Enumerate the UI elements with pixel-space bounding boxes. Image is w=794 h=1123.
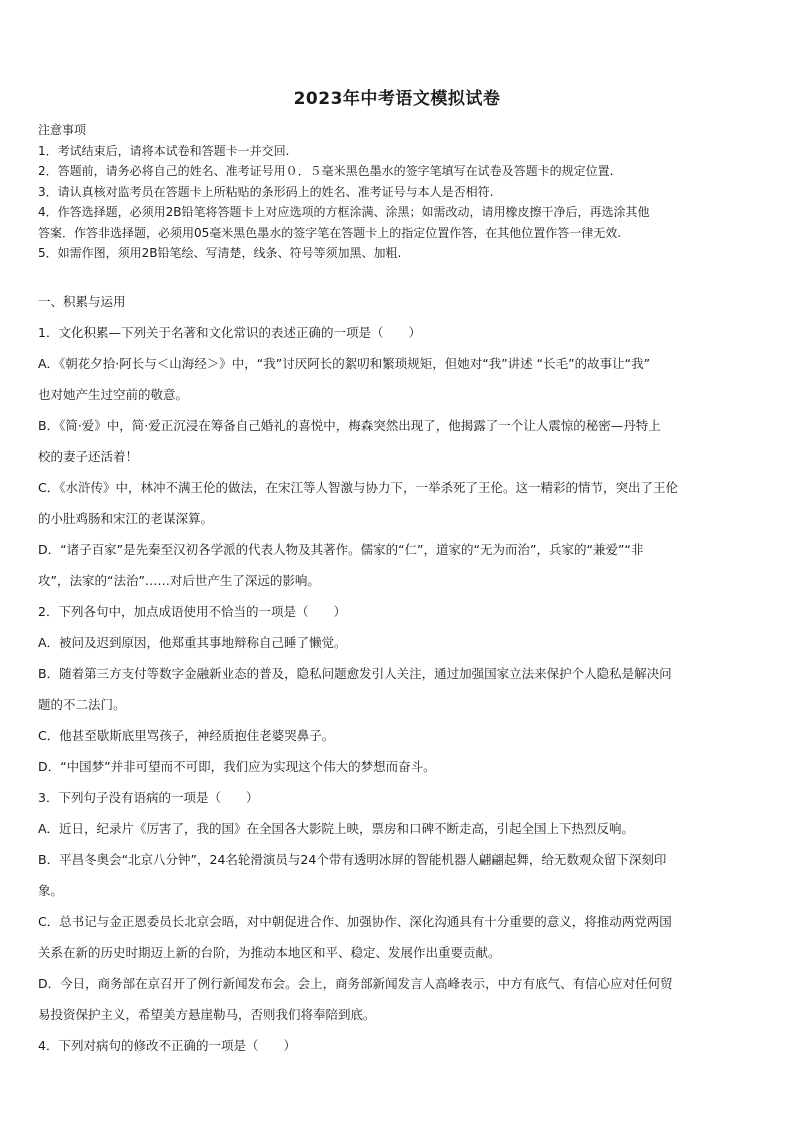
option-line: A．被问及迟到原因，他郑重其事地辩称自己睡了懒觉。 bbox=[38, 635, 347, 650]
question-2: 2．下列各句中，加点成语使用不恰当的一项是（ ） bbox=[38, 604, 346, 619]
notice-item: 3．请认真核对监考员在答题卡上所粘贴的条形码上的姓名、准考证号与本人是否相符. bbox=[38, 184, 494, 199]
option-line: D．今日，商务部在京召开了例行新闻发布会。会上，商务部新闻发言人高峰表示，中方有底气、有信心应对任何贸 bbox=[38, 976, 673, 991]
option-line: 校的妻子还活着！ bbox=[38, 449, 139, 464]
question-4: 4．下列对病句的修改不正确的一项是（ ） bbox=[38, 1038, 296, 1053]
notice-heading: 注意事项 bbox=[38, 123, 87, 137]
notice-item: 1．考试结束后，请将本试卷和答题卡一并交回. bbox=[38, 143, 290, 158]
option-line: 攻”，法家的“法治”……对后世产生了深远的影响。 bbox=[38, 573, 320, 588]
option-line: B．平昌冬奥会“北京八分钟”，24名轮滑演员与24个带有透明冰屏的智能机器人翩翩起舞，给无数观众留下深刻印 bbox=[38, 852, 667, 867]
option-line: B．随着第三方支付等数字金融新业态的普及，隐私问题愈发引人关注，通过加强国家立法来保护个人隐私是解决问 bbox=[38, 666, 672, 681]
question-3: 3．下列句子没有语病的一项是（ ） bbox=[38, 790, 259, 805]
notice-block bbox=[38, 120, 758, 264]
question-1: 1．文化积累—下列关于名著和文化常识的表述正确的一项是（ ） bbox=[38, 325, 421, 340]
option-line: A．近日，纪录片《厉害了，我的国》在全国各大影院上映，票房和口碑不断走高，引起全国上下热烈反响。 bbox=[38, 821, 635, 836]
option-line: 关系在新的历史时期迈上新的台阶，为推动本地区和平、稳定、发展作出重要贡献。 bbox=[38, 945, 501, 960]
option-line: 的小肚鸡肠和宋江的老谋深算。 bbox=[38, 511, 214, 526]
option-line: B．《简·爱》中，简·爱正沉浸在筹备自己婚礼的喜悦中，梅森突然出现了，他揭露了一个让人震惊的秘密—丹特上 bbox=[38, 418, 661, 433]
option-line: 易投资保护主义，希望美方悬崖勒马，否则我们将奉陪到底。 bbox=[38, 1007, 376, 1022]
option-line: 题的不二法门。 bbox=[38, 697, 126, 712]
option-line: C．总书记与金正恩委员长北京会晤，对中朝促进合作、加强协作、深化沟通具有十分重要的意义，将推动两党两国 bbox=[38, 914, 672, 929]
option-line: D．“诸子百家”是先秦至汉初各学派的代表人物及其著作。儒家的“仁”，道家的“无为而治”，兵家的“兼爱”“非 bbox=[38, 542, 644, 557]
option-line: C．《水浒传》中，林冲不满王伦的做法，在宋江等人智激与协力下，一举杀死了王伦。这一精彩的情节，突出了王伦 bbox=[38, 480, 678, 495]
notice-item: 4．作答选择题，必须用2B铅笔将答题卡上对应选项的方框涂满、涂黑；如需改动，请用橡皮擦干净后，再选涂其他 bbox=[38, 205, 650, 219]
option-line: 也对她产生过空前的敬意。 bbox=[38, 387, 189, 402]
option-line: D．“中国梦”并非可望而不可即，我们应为实现这个伟大的梦想而奋斗。 bbox=[38, 759, 436, 774]
option-line: C．他甚至歇斯底里骂孩子，神经质抱住老婆哭鼻子。 bbox=[38, 728, 335, 743]
option-line: 象。 bbox=[38, 883, 64, 898]
section-heading: 一、积累与运用 bbox=[38, 294, 126, 309]
question-content bbox=[38, 286, 762, 1061]
notice-item: 2．答题前，请务必将自己的姓名、准考证号用０．５毫米黑色墨水的签字笔填写在试卷及答题卡的规定位置. bbox=[38, 164, 614, 178]
option-line: A．《朝花夕拾·阿长与＜山海经＞》中，“我”讨厌阿长的絮叨和繁琐规矩，但她对“我”讲述 “长毛”的故事让“我” bbox=[38, 356, 651, 371]
notice-item: 5．如需作图，须用2B铅笔绘、写清楚，线条、符号等须加黑、加粗. bbox=[38, 246, 402, 260]
page-title: 2023年中考语文模拟试卷 bbox=[293, 89, 501, 109]
notice-item: 答案．作答非选择题，必须用05毫米黑色墨水的签字笔在答题卡上的指定位置作答，在其他位置作答一律无效. bbox=[38, 225, 622, 240]
